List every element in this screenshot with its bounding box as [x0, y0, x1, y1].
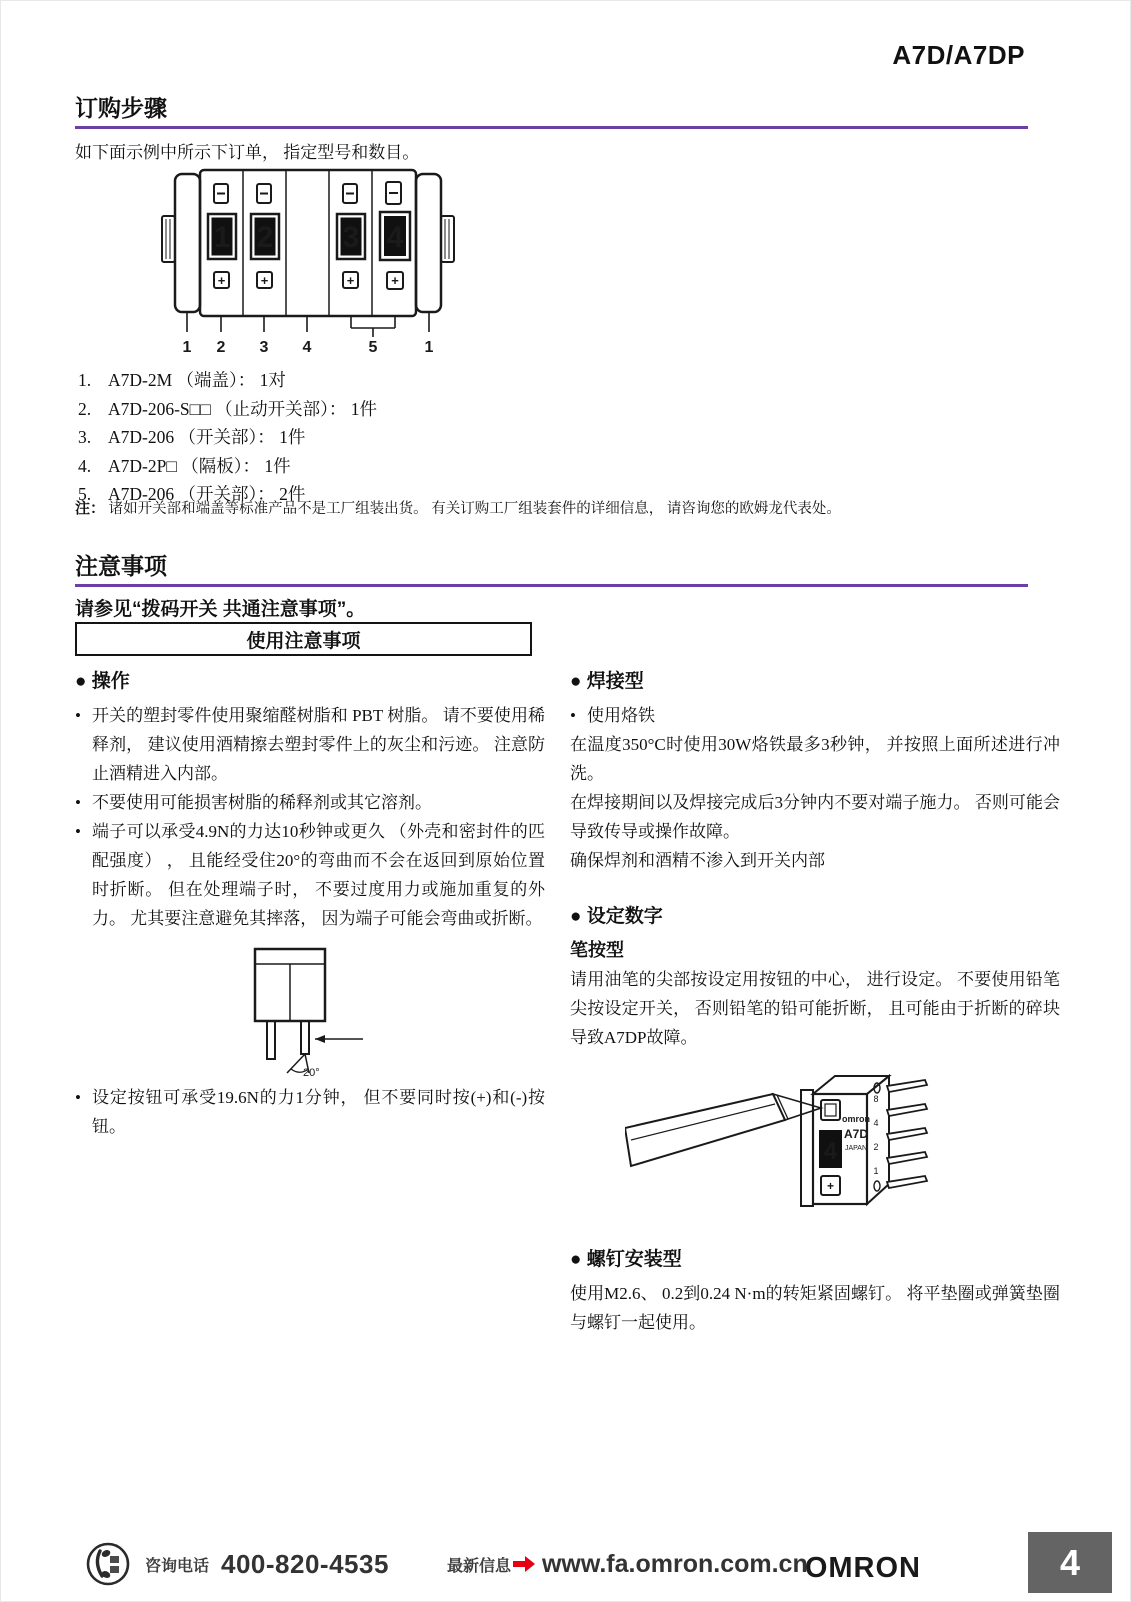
section-rule — [75, 126, 1028, 129]
list-item: 3. A7D-206 （开关部）： 1件 — [78, 427, 306, 447]
bullet-item: • 开关的塑封零件使用聚缩醛树脂和 PBT 树脂。 请不要使用稀释剂， 建议使用酒精擦去塑封零件上的灰尘和污迹。 注意防止酒精进入内部。 — [75, 706, 545, 783]
footer — [0, 1536, 1131, 1592]
svg-text:1: 1 — [873, 1166, 879, 1176]
heading-setting: ● 设定数字 — [570, 906, 663, 927]
refer-line: 请参见“拨码开关 共通注意事项”。 — [75, 599, 366, 620]
list-item: 1. A7D-2M （端盖）： 1对 — [78, 370, 286, 390]
heading-operation: ● 操作 — [75, 671, 130, 692]
bullet-item: • 不要使用可能损害树脂的稀释剂或其它溶剂。 — [75, 793, 432, 812]
svg-text:+: + — [346, 273, 355, 288]
list-item: 5. A7D-206 （开关部）： 2件 — [78, 484, 306, 504]
page-number-badge: 4 — [1028, 1532, 1112, 1593]
svg-text:1: 1 — [424, 339, 434, 356]
svg-text:1: 1 — [213, 221, 231, 254]
svg-text:5: 5 — [368, 339, 378, 356]
subheading-pen-type: 笔按型 — [570, 940, 624, 960]
switch-section-2 — [251, 184, 279, 288]
paragraph: 确保焊剂和酒精不渗入到开关内部 — [570, 851, 825, 870]
info-label: 最新信息 — [446, 1557, 511, 1575]
svg-text:2: 2 — [256, 221, 274, 254]
paragraph: 请用油笔的尖部按设定用按钮的中心， 进行设定。 不要使用铅笔尖按设定开关， 否则铅笔的铅可能折断， 且可能由于折断的碎块导致A7DP故障。 — [570, 970, 1060, 1047]
svg-text:4: 4 — [302, 339, 312, 356]
switch-assembly-diagram — [148, 162, 486, 358]
svg-text:3: 3 — [259, 339, 269, 356]
bullet-item: • 设定按钮可承受19.6N的力1分钟， 但不要同时按(+)和(-)按钮。 — [75, 1088, 545, 1136]
section-title-precautions: 注意事项 — [75, 553, 167, 579]
svg-text:A7D: A7D — [843, 1127, 869, 1141]
svg-text:2: 2 — [216, 339, 226, 356]
heading-screw-mount: ● 螺钉安装型 — [570, 1249, 682, 1270]
switch-section-4 — [380, 182, 410, 289]
svg-text:JAPAN: JAPAN — [844, 1145, 868, 1152]
section-rule — [75, 584, 1028, 587]
svg-text:8: 8 — [873, 1094, 879, 1104]
svg-text:1: 1 — [182, 339, 192, 356]
svg-text:2: 2 — [873, 1142, 879, 1152]
svg-text:4: 4 — [823, 1138, 838, 1165]
bullet-item: • 使用烙铁 — [570, 706, 655, 725]
ordering-note: 注： 诸如开关部和端盖等标准产品不是工厂组装出货。 有关订购工厂组装套件的详细信息， 请咨询您的欧姆龙代表处。 — [75, 500, 841, 517]
switch-section-3 — [337, 184, 365, 288]
svg-text:4: 4 — [873, 1118, 879, 1128]
omron-logo: OMRON — [804, 1552, 921, 1584]
paragraph: 在焊接期间以及焊接完成后3分钟内不要对端子施力。 否则可能会导致传导或操作故障。 — [570, 793, 1060, 841]
svg-text:+: + — [391, 273, 399, 288]
pin-labels — [873, 1094, 878, 1176]
terminal-bend-figure — [203, 943, 383, 1081]
phone-number: 400-820-4535 — [221, 1548, 389, 1579]
paragraph: 使用M2.6、 0.2到0.24 N·m的转矩紧固螺钉。 将平垫圈或弹簧垫圈与螺钉一起使用。 — [570, 1284, 1060, 1332]
svg-text:+: + — [217, 273, 226, 288]
svg-text:4: 4 — [386, 221, 404, 254]
note-label: 注： — [75, 500, 106, 517]
callout-labels — [183, 339, 434, 356]
use-precautions-box: 使用注意事项 — [75, 622, 532, 656]
svg-text:20°: 20° — [303, 1067, 320, 1079]
ordering-list — [78, 366, 377, 509]
page-title: A7D/A7DP — [892, 40, 1025, 70]
website-url: www.fa.omron.com.cn — [541, 1549, 808, 1578]
hotline-phone-icon — [85, 1541, 131, 1587]
precautions-columns — [75, 662, 1060, 1337]
svg-text:+: + — [826, 1179, 835, 1193]
heading-soldering: ● 焊接型 — [570, 671, 644, 692]
list-item: 2. A7D-206-S□□ （止动开关部）： 1件 — [78, 398, 378, 419]
list-item: 4. A7D-2P□ （隔板）： 1件 — [78, 455, 291, 476]
svg-text:3: 3 — [342, 221, 360, 254]
ordering-intro: 如下面示例中所示下订单， 指定型号和数目。 — [75, 143, 420, 162]
red-arrow-icon — [513, 1556, 535, 1572]
column-left — [75, 662, 545, 1337]
phone-label: 咨询电话 — [145, 1557, 210, 1575]
column-right — [570, 662, 1060, 1337]
switch-section-1 — [208, 184, 236, 288]
svg-text:+: + — [260, 273, 269, 288]
paragraph: 在温度350°C时使用30W烙铁最多3秒钟， 并按照上面所述进行冲洗。 — [570, 735, 1060, 783]
svg-text:omron: omron — [842, 1114, 870, 1124]
section-title-ordering: 订购步骤 — [75, 95, 167, 121]
bullet-item: • 端子可以承受4.9N的力达10秒钟或更久 （外壳和密封件的匹配强度） ， 且能经受住20°的弯曲而不会在返回到原始位置时折断。 但在处理端子时， 不要过度用力或施加重复的外力。 尤其要注意避免其摔落， 因为端子可能会弯曲或折断。 — [75, 822, 545, 928]
pen-press-figure — [625, 1064, 937, 1222]
